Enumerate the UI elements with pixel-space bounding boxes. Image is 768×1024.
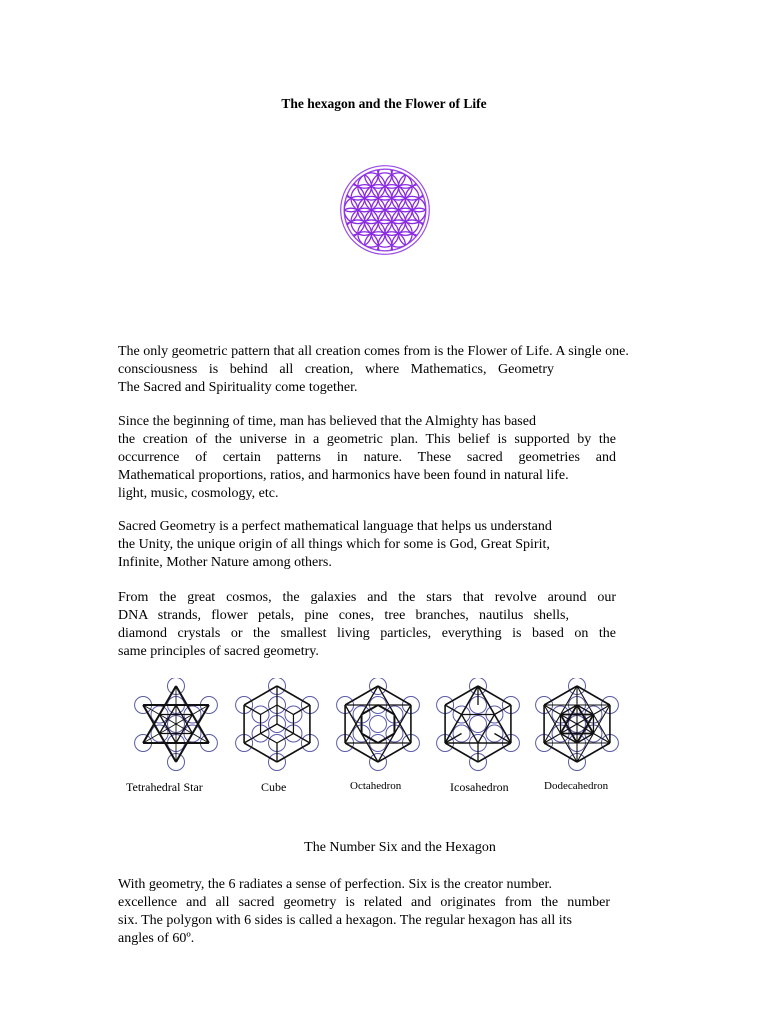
platonic-solids-image <box>128 678 638 773</box>
paragraph-line: DNA strands, flower petals, pine cones, tree branches, nautilus shells, <box>118 608 569 623</box>
paragraph-line: The Sacred and Spirituality come together. <box>118 380 358 395</box>
section-subtitle: The Number Six and the Hexagon <box>304 840 496 855</box>
shape-label-cube: Cube <box>261 780 287 794</box>
paragraph-line: six. The polygon with 6 sides is called a hexagon. The regular hexagon has all its <box>118 913 572 928</box>
solid-figure-4 <box>536 678 619 771</box>
paragraph-4 <box>118 589 616 661</box>
solid-figure-1 <box>236 678 319 771</box>
paragraph-line: the Unity, the unique origin of all things which for some is God, Great Spirit, <box>118 537 550 552</box>
paragraph-5 <box>118 876 610 948</box>
shape-label-dodecahedron: Dodecahedron <box>544 780 609 792</box>
solid-figure-0 <box>135 678 218 771</box>
shape-label-octahedron: Octahedron <box>350 780 402 792</box>
paragraph-line: With geometry, the 6 radiates a sense of perfection. Six is the creator number. <box>118 877 552 892</box>
paragraph-line: Mathematical proportions, ratios, and harmonics have been found in natural life. <box>118 468 569 483</box>
paragraph-line: Since the beginning of time, man has believed that the Almighty has based <box>118 414 536 429</box>
paragraph-line: the creation of the universe in a geometric plan. This belief is supported by the <box>118 432 616 447</box>
paragraph-3 <box>118 518 616 572</box>
solid-figure-2 <box>337 678 420 771</box>
paragraph-line: The only geometric pattern that all creation comes from is the Flower of Life. A single one. <box>118 344 629 359</box>
flower-of-life-image <box>300 128 470 292</box>
paragraph-line: diamond crystals or the smallest living particles, everything is based on the <box>118 626 616 641</box>
paragraph-line: Sacred Geometry is a perfect mathematical language that helps us understand <box>118 519 552 534</box>
paragraph-1 <box>118 343 629 397</box>
paragraph-2 <box>118 413 616 503</box>
paragraph-line: excellence and all sacred geometry is related and originates from the number <box>118 895 610 910</box>
solid-figure-3 <box>437 678 520 771</box>
shape-label-tetrahedral-star: Tetrahedral Star <box>126 780 203 794</box>
paragraph-line: occurrence of certain patterns in nature. These sacred geometries and <box>118 450 616 465</box>
paragraph-line: Infinite, Mother Nature among others. <box>118 555 332 570</box>
paragraph-line: same principles of sacred geometry. <box>118 644 319 659</box>
paragraph-line: From the great cosmos, the galaxies and the stars that revolve around our <box>118 590 616 605</box>
shape-label-icosahedron: Icosahedron <box>450 780 509 794</box>
paragraph-line: consciousness is behind all creation, where Mathematics, Geometry <box>118 362 554 377</box>
document-title: The hexagon and the Flower of Life <box>281 96 487 111</box>
paragraph-line: angles of 60º. <box>118 931 195 946</box>
paragraph-line: light, music, cosmology, etc. <box>118 486 279 501</box>
